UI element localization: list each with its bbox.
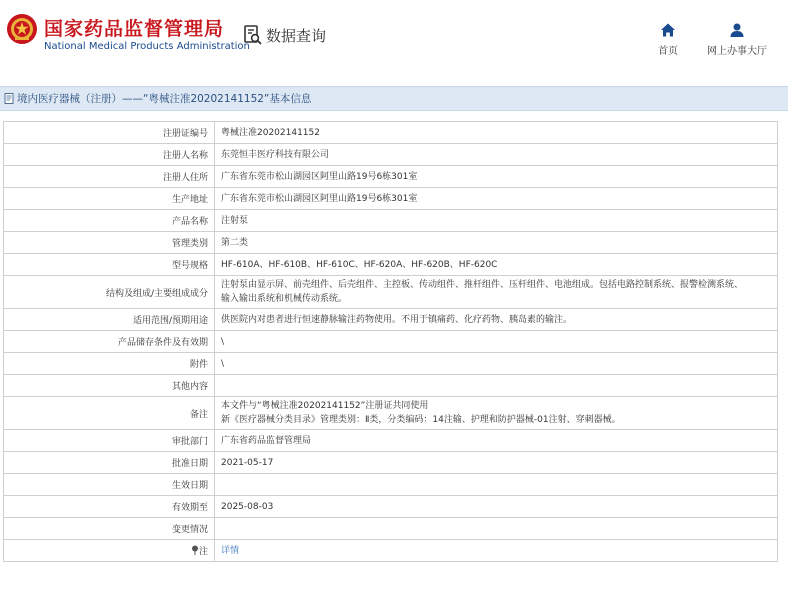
device-info-table <box>3 121 778 562</box>
table-row <box>4 210 778 232</box>
field-label: 变更情况 <box>4 518 215 540</box>
field-value <box>215 375 778 397</box>
field-value: \ <box>215 353 778 375</box>
field-label: 附件 <box>4 353 215 375</box>
field-value: 第二类 <box>215 232 778 254</box>
field-label: 备注 <box>4 397 215 430</box>
field-value: 广东省药品监督管理局 <box>215 430 778 452</box>
field-value: 2021-05-17 <box>215 452 778 474</box>
table-row <box>4 375 778 397</box>
table-row <box>4 540 778 562</box>
field-value <box>215 540 778 562</box>
field-label: 管理类别 <box>4 232 215 254</box>
site-header <box>0 0 788 72</box>
table-row <box>4 254 778 276</box>
field-label: 审批部门 <box>4 430 215 452</box>
nav-online-service[interactable] <box>707 22 767 57</box>
national-emblem-icon <box>6 13 38 45</box>
table-row <box>4 331 778 353</box>
field-label: 注册人名称 <box>4 144 215 166</box>
table-row <box>4 496 778 518</box>
field-label: 产品储存条件及有效期 <box>4 331 215 353</box>
details-link[interactable]: 详情 <box>221 545 240 556</box>
note-label: 注 <box>198 547 208 557</box>
pin-icon <box>191 545 199 555</box>
nav-home-label: 首页 <box>658 46 678 57</box>
data-query-link[interactable] <box>243 24 326 46</box>
table-row <box>4 188 778 210</box>
table-row <box>4 122 778 144</box>
table-row <box>4 353 778 375</box>
field-value-line: 新《医疗器械分类目录》管理类别：Ⅱ类，分类编码：14注输、护理和防护器械-01注射、穿刺器械。 <box>221 415 621 425</box>
field-value <box>215 474 778 496</box>
table-row <box>4 397 778 430</box>
field-label: 生产地址 <box>4 188 215 210</box>
field-label: 适用范围/预期用途 <box>4 309 215 331</box>
table-row <box>4 232 778 254</box>
field-value: 2025-08-03 <box>215 496 778 518</box>
table-row <box>4 144 778 166</box>
field-label: 其他内容 <box>4 375 215 397</box>
breadcrumb-text: 境内医疗器械（注册）——“粤械注准20202141152”基本信息 <box>17 93 312 105</box>
field-value: 粤械注准20202141152 <box>215 122 778 144</box>
field-label: 结构及组成/主要组成成分 <box>4 276 215 309</box>
table-row <box>4 518 778 540</box>
table-row <box>4 430 778 452</box>
document-icon <box>4 93 14 104</box>
breadcrumb <box>0 86 788 111</box>
table-row <box>4 166 778 188</box>
field-label: 有效期至 <box>4 496 215 518</box>
field-value: HF-610A、HF-610B、HF-610C、HF-620A、HF-620B、HF-620C <box>215 254 778 276</box>
data-query-label: 数据查询 <box>266 26 327 45</box>
field-value: \ <box>215 331 778 353</box>
site-title-en[interactable]: National Medical Products Administration <box>44 41 250 52</box>
field-value-line: 输入输出系统和机械传动系统。 <box>221 294 348 304</box>
table-row <box>4 276 778 309</box>
field-value: 注射泵 <box>215 210 778 232</box>
table-row <box>4 474 778 496</box>
field-label-note <box>4 540 215 562</box>
field-value: 广东省东莞市松山湖园区阿里山路19号6栋301室 <box>215 188 778 210</box>
field-value <box>215 397 778 430</box>
field-label: 注册证编号 <box>4 122 215 144</box>
nav-service-label: 网上办事大厅 <box>707 46 767 57</box>
table-row <box>4 452 778 474</box>
field-value: 供医院内对患者进行恒速静脉输注药物使用。不用于镇痛药、化疗药物、胰岛素的输注。 <box>215 309 778 331</box>
home-icon <box>660 22 676 38</box>
field-label: 生效日期 <box>4 474 215 496</box>
field-value-line: 本文件与“粤械注准20202141152”注册证共同使用 <box>221 401 429 411</box>
field-value-line: 注射泵由显示屏、前壳组件、后壳组件、主控板、传动组件、推杆组件、压杆组件、电池组成。包括电路控制系统、报警检测系统、 <box>221 280 744 290</box>
site-title-cn[interactable]: 国家药品监督管理局 <box>44 18 225 40</box>
user-icon <box>729 22 745 38</box>
search-document-icon <box>243 24 263 46</box>
field-value <box>215 518 778 540</box>
nav-home[interactable] <box>658 22 678 57</box>
field-value: 广东省东莞市松山湖园区阿里山路19号6栋301室 <box>215 166 778 188</box>
field-label: 产品名称 <box>4 210 215 232</box>
table-row <box>4 309 778 331</box>
field-label: 批准日期 <box>4 452 215 474</box>
field-value: 东莞恒丰医疗科技有限公司 <box>215 144 778 166</box>
field-value <box>215 276 778 309</box>
field-label: 型号规格 <box>4 254 215 276</box>
field-label: 注册人住所 <box>4 166 215 188</box>
